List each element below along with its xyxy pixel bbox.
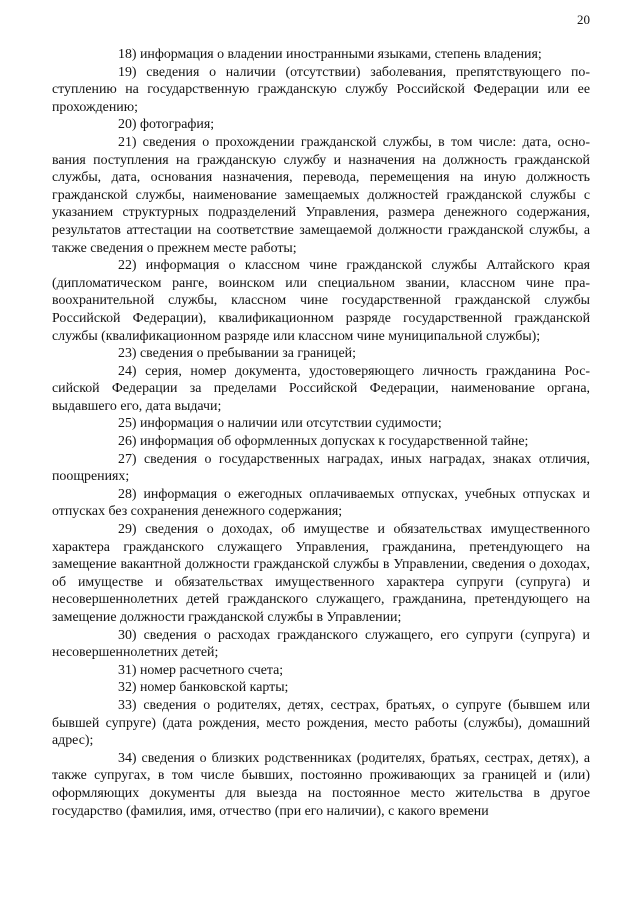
- list-item-29: 29) сведения о доходах, об имуществе и обязательствах имущественного характера гражданского служащего Управления, гражданина, претендующего на замещение вакантной должности гражданской службы в Управлении, сведения о доходах, об имуществе и обязательствах имущественного характера супруги (супруга) и несовершеннолетних детей гражданского служащего, гражданина, претендующего на замещение должности гражданской службы в Управлении;: [52, 522, 590, 625]
- list-item-30: 30) сведения о расходах гражданского служащего, его супруги (супруга) и несовершеннолетних детей;: [52, 627, 590, 661]
- list-item-24: 24) серия, номер документа, удостоверяющего личность гражданина Российской Федерации за пределами Российской Федерации, наименование органа, выдавшего его, дата выдачи;: [52, 363, 590, 414]
- document-body: [52, 46, 590, 820]
- list-item-22: 22) информация о классном чине гражданской службы Алтайского края (дипломатическом ранге, воинском или специальном звании, классном чине правоохранительной службы, классном чине государственной гражданской службы Российской Федерации), квалификационном разряде государственной гражданской службы (квалификационном разряде или классном чине муниципальной службы);: [52, 258, 590, 344]
- list-item-31: 31) номер расчетного счета;: [118, 662, 284, 678]
- list-item-32: 32) номер банковской карты;: [118, 680, 289, 696]
- list-item-25: 25) информация о наличии или отсутствии судимости;: [118, 416, 442, 432]
- list-item-21: 21) сведения о прохождении гражданской службы, в том числе: дата, основания поступления на гражданскую службу и назначения на должность гражданской службы, дата, основания назначения, перевода, перемещения на иную должность гражданской службы, наименование замещаемых должностей гражданской службы с указанием структурных подразделений Управления, размера денежного содержания, результатов аттестации на соответствие замещаемой должности гражданской службы, а также сведения о прежнем месте работы;: [52, 134, 590, 256]
- list-item-18: 18) информация о владении иностранными языками, степень владения;: [118, 47, 542, 62]
- list-item-27: 27) сведения о государственных наградах, иных наградах, знаках отличия, поощрениях;: [52, 451, 590, 485]
- list-item-20: 20) фотография;: [118, 117, 215, 133]
- list-item-33: 33) сведения о родителях, детях, сестрах, братьях, о супруге (бывшем или бывшей супруге) (дата рождения, место рождения, место работы (службы), домашний адрес);: [52, 697, 590, 749]
- list-item-19: 19) сведения о наличии (отсутствии) заболевания, препятствующего поступлению на государственную гражданскую службу Российской Федерации или ее прохождению;: [52, 64, 590, 115]
- list-item-28: 28) информация о ежегодных оплачиваемых отпусках, учебных отпусках и отпусках без сохранения денежного содержания;: [52, 486, 590, 520]
- list-item-26: 26) информация об оформленных допусках к государственной тайне;: [118, 434, 529, 450]
- list-item-23: 23) сведения о пребывании за границей;: [118, 346, 356, 362]
- list-item-34: 34) сведения о близких родственниках (родителях, братьях, сестрах, детях), а также супругах, в том числе бывших, постоянно проживающих за границей и (или) оформляющих документы для выезда на постоянное место жительства в другое государство (фамилия, имя, отчество (при его наличии), с какого времени: [52, 750, 590, 819]
- page-number: 20: [577, 12, 590, 27]
